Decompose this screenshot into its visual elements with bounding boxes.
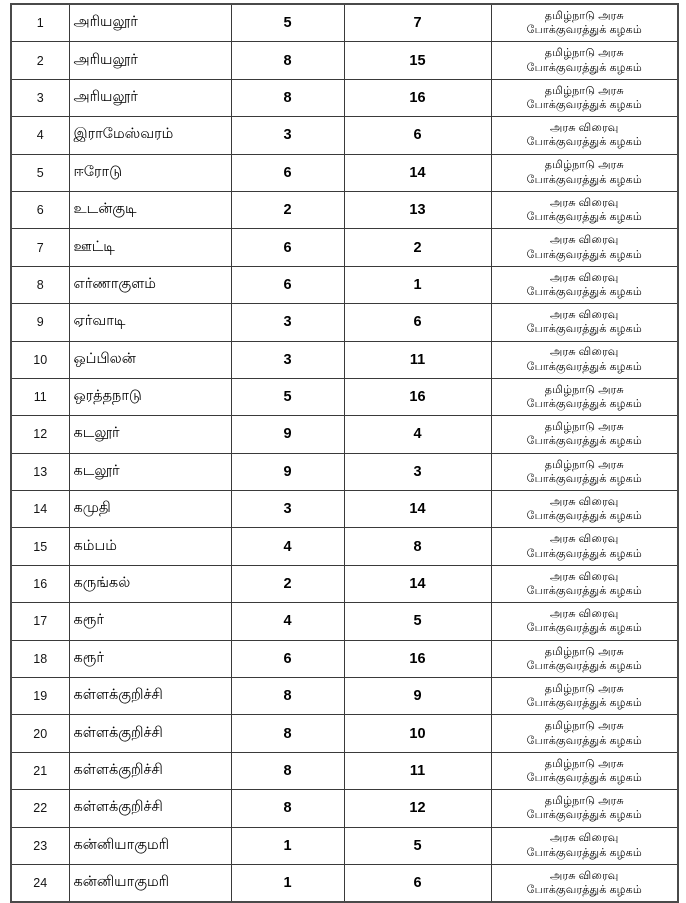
cell-place-name: உடன்குடி bbox=[69, 191, 231, 228]
cell-serial-number: 12 bbox=[11, 416, 69, 453]
cell-serial-number: 10 bbox=[11, 341, 69, 378]
cell-serial-number: 21 bbox=[11, 752, 69, 789]
cell-serial-number: 13 bbox=[11, 453, 69, 490]
table-row bbox=[11, 154, 678, 191]
cell-value-2: 6 bbox=[344, 117, 491, 154]
cell-transport-corporation bbox=[491, 827, 678, 864]
org-line-2: போக்குவரத்துக் கழகம் bbox=[526, 772, 642, 784]
cell-place-name: கள்ளக்குறிச்சி bbox=[69, 715, 231, 752]
cell-value-2: 8 bbox=[344, 528, 491, 565]
table-row bbox=[11, 528, 678, 565]
org-line-2: போக்குவரத்துக் கழகம் bbox=[526, 24, 642, 37]
org-line-2: போக்குவரத்துக் கழகம் bbox=[526, 510, 642, 523]
cell-serial-number: 18 bbox=[11, 640, 69, 677]
cell-serial-number: 15 bbox=[11, 528, 69, 565]
table-row bbox=[11, 565, 678, 602]
cell-value-2: 6 bbox=[344, 864, 491, 902]
table-row bbox=[11, 79, 678, 116]
cell-serial-number: 5 bbox=[11, 154, 69, 191]
table-row bbox=[11, 4, 678, 42]
org-line-1: அரசு விரைவு bbox=[550, 570, 619, 583]
org-line-1: தமிழ்நாடு அரசு bbox=[544, 720, 624, 733]
table-row bbox=[11, 266, 678, 303]
org-line-1: அரசு விரைவு bbox=[550, 271, 619, 284]
org-line-2: போக்குவரத்துக் கழகம் bbox=[526, 734, 642, 747]
org-line-1: அரசு விரைவு bbox=[550, 196, 619, 209]
cell-value-2: 5 bbox=[344, 603, 491, 640]
cell-value-1: 8 bbox=[231, 42, 344, 79]
cell-serial-number: 8 bbox=[11, 266, 69, 303]
org-line-2: போக்குவரத்துக் கழகம் bbox=[526, 285, 642, 298]
cell-serial-number: 20 bbox=[11, 715, 69, 752]
table-row bbox=[11, 678, 678, 715]
cell-place-name: கள்ளக்குறிச்சி bbox=[69, 678, 231, 715]
org-line-1: அரசு விரைவு bbox=[550, 608, 619, 621]
org-line-2: போக்குவரத்துக் கழகம் bbox=[526, 173, 642, 186]
cell-transport-corporation bbox=[491, 42, 678, 79]
cell-value-1: 3 bbox=[231, 304, 344, 341]
org-line-2: போக்குவரத்துக் கழகம் bbox=[526, 547, 642, 560]
cell-value-2: 14 bbox=[344, 154, 491, 191]
table-row bbox=[11, 864, 678, 902]
cell-value-2: 9 bbox=[344, 678, 491, 715]
org-line-1: அரசு விரைவு bbox=[550, 346, 619, 359]
org-line-2: போக்குவரத்துக் கழகம் bbox=[526, 98, 642, 111]
cell-value-1: 3 bbox=[231, 341, 344, 378]
cell-transport-corporation bbox=[491, 4, 678, 42]
cell-place-name: எர்ணாகுளம் bbox=[69, 266, 231, 303]
cell-serial-number: 2 bbox=[11, 42, 69, 79]
cell-transport-corporation bbox=[491, 229, 678, 266]
cell-value-1: 6 bbox=[231, 640, 344, 677]
org-line-2: போக்குவரத்துக் கழகம் bbox=[526, 360, 642, 373]
table-body bbox=[11, 4, 678, 902]
org-line-1: தமிழ்நாடு அரசு bbox=[544, 9, 624, 22]
cell-transport-corporation bbox=[491, 79, 678, 116]
cell-transport-corporation bbox=[491, 491, 678, 528]
cell-serial-number: 23 bbox=[11, 827, 69, 864]
cell-transport-corporation bbox=[491, 266, 678, 303]
org-line-1: தமிழ்நாடு அரசு bbox=[544, 458, 624, 471]
cell-transport-corporation bbox=[491, 154, 678, 191]
cell-transport-corporation bbox=[491, 565, 678, 602]
org-line-1: தமிழ்நாடு அரசு bbox=[544, 47, 624, 60]
cell-serial-number: 7 bbox=[11, 229, 69, 266]
cell-place-name: அரியலூர் bbox=[69, 42, 231, 79]
cell-place-name: ஒப்பிலன் bbox=[69, 341, 231, 378]
org-line-1: தமிழ்நாடு அரசு bbox=[544, 795, 624, 808]
cell-transport-corporation bbox=[491, 864, 678, 902]
table-row bbox=[11, 491, 678, 528]
cell-value-1: 9 bbox=[231, 453, 344, 490]
org-line-1: தமிழ்நாடு அரசு bbox=[544, 84, 624, 97]
table-row bbox=[11, 752, 678, 789]
cell-place-name: கன்னியாகுமரி bbox=[69, 827, 231, 864]
org-line-2: போக்குவரத்துக் கழகம் bbox=[526, 884, 642, 897]
org-line-2: போக்குவரத்துக் கழகம் bbox=[526, 323, 642, 336]
table-row bbox=[11, 603, 678, 640]
org-line-2: போக்குவரத்துக் கழகம் bbox=[526, 585, 642, 598]
cell-place-name: அரியலூர் bbox=[69, 4, 231, 42]
table-row bbox=[11, 341, 678, 378]
cell-transport-corporation bbox=[491, 453, 678, 490]
cell-transport-corporation bbox=[491, 191, 678, 228]
cell-serial-number: 16 bbox=[11, 565, 69, 602]
cell-place-name: கள்ளக்குறிச்சி bbox=[69, 752, 231, 789]
cell-value-2: 11 bbox=[344, 341, 491, 378]
org-line-1: தமிழ்நாடு அரசு bbox=[544, 421, 624, 434]
cell-transport-corporation bbox=[491, 640, 678, 677]
cell-value-1: 2 bbox=[231, 565, 344, 602]
cell-serial-number: 11 bbox=[11, 378, 69, 415]
org-line-1: தமிழ்நாடு அரசு bbox=[544, 757, 624, 770]
table-row bbox=[11, 378, 678, 415]
cell-transport-corporation bbox=[491, 752, 678, 789]
org-line-2: போக்குவரத்துக் கழகம் bbox=[526, 846, 642, 859]
cell-place-name: கமுதி bbox=[69, 491, 231, 528]
route-table bbox=[10, 3, 679, 903]
cell-value-2: 15 bbox=[344, 42, 491, 79]
org-line-2: போக்குவரத்துக் கழகம் bbox=[526, 622, 642, 635]
cell-value-1: 2 bbox=[231, 191, 344, 228]
org-line-1: அரசு விரைவு bbox=[550, 308, 619, 321]
org-line-1: அரசு விரைவு bbox=[550, 122, 619, 135]
cell-transport-corporation bbox=[491, 378, 678, 415]
org-line-1: அரசு விரைவு bbox=[550, 832, 619, 845]
table-row bbox=[11, 715, 678, 752]
cell-value-1: 8 bbox=[231, 79, 344, 116]
cell-value-2: 5 bbox=[344, 827, 491, 864]
org-line-2: போக்குவரத்துக் கழகம் bbox=[526, 435, 642, 448]
cell-transport-corporation bbox=[491, 678, 678, 715]
table-row bbox=[11, 640, 678, 677]
cell-value-1: 4 bbox=[231, 528, 344, 565]
cell-value-2: 1 bbox=[344, 266, 491, 303]
org-line-1: அரசு விரைவு bbox=[550, 533, 619, 546]
cell-place-name: கரூர் bbox=[69, 603, 231, 640]
cell-place-name: கன்னியாகுமரி bbox=[69, 864, 231, 902]
cell-place-name: கம்பம் bbox=[69, 528, 231, 565]
cell-value-1: 8 bbox=[231, 678, 344, 715]
cell-value-2: 14 bbox=[344, 491, 491, 528]
cell-value-2: 13 bbox=[344, 191, 491, 228]
cell-place-name: கரூர் bbox=[69, 640, 231, 677]
table-row bbox=[11, 827, 678, 864]
cell-place-name: ஒரத்தநாடு bbox=[69, 378, 231, 415]
cell-serial-number: 24 bbox=[11, 864, 69, 902]
cell-place-name: கருங்கல் bbox=[69, 565, 231, 602]
org-line-2: போக்குவரத்துக் கழகம் bbox=[526, 697, 642, 710]
table-row bbox=[11, 453, 678, 490]
org-line-2: போக்குவரத்துக் கழகம் bbox=[526, 248, 642, 261]
cell-value-1: 5 bbox=[231, 378, 344, 415]
cell-serial-number: 1 bbox=[11, 4, 69, 42]
cell-value-2: 12 bbox=[344, 790, 491, 827]
cell-transport-corporation bbox=[491, 416, 678, 453]
org-line-1: தமிழ்நாடு அரசு bbox=[544, 682, 624, 695]
cell-serial-number: 17 bbox=[11, 603, 69, 640]
table-row bbox=[11, 42, 678, 79]
cell-value-2: 6 bbox=[344, 304, 491, 341]
cell-transport-corporation bbox=[491, 528, 678, 565]
cell-transport-corporation bbox=[491, 117, 678, 154]
org-line-1: தமிழ்நாடு அரசு bbox=[544, 159, 624, 172]
cell-value-2: 14 bbox=[344, 565, 491, 602]
table-row bbox=[11, 191, 678, 228]
cell-serial-number: 22 bbox=[11, 790, 69, 827]
cell-serial-number: 14 bbox=[11, 491, 69, 528]
org-line-1: தமிழ்நாடு அரசு bbox=[544, 645, 624, 658]
cell-place-name: கடலூர் bbox=[69, 416, 231, 453]
cell-value-1: 6 bbox=[231, 266, 344, 303]
org-line-1: அரசு விரைவு bbox=[550, 869, 619, 882]
cell-value-2: 16 bbox=[344, 378, 491, 415]
cell-place-name: ஊட்டி bbox=[69, 229, 231, 266]
table-row bbox=[11, 304, 678, 341]
org-line-2: போக்குவரத்துக் கழகம் bbox=[526, 136, 642, 149]
cell-transport-corporation bbox=[491, 790, 678, 827]
table-row bbox=[11, 416, 678, 453]
cell-value-1: 8 bbox=[231, 715, 344, 752]
cell-serial-number: 6 bbox=[11, 191, 69, 228]
org-line-2: போக்குவரத்துக் கழகம் bbox=[526, 398, 642, 411]
org-line-2: போக்குவரத்துக் கழகம் bbox=[526, 211, 642, 224]
cell-value-1: 1 bbox=[231, 827, 344, 864]
table-row bbox=[11, 117, 678, 154]
org-line-1: அரசு விரைவு bbox=[550, 495, 619, 508]
cell-value-2: 10 bbox=[344, 715, 491, 752]
cell-place-name: ஈரோடு bbox=[69, 154, 231, 191]
cell-value-1: 8 bbox=[231, 790, 344, 827]
cell-place-name: இராமேஸ்வரம் bbox=[69, 117, 231, 154]
org-line-2: போக்குவரத்துக் கழகம் bbox=[526, 659, 642, 672]
cell-transport-corporation bbox=[491, 715, 678, 752]
cell-place-name: கடலூர் bbox=[69, 453, 231, 490]
org-line-2: போக்குவரத்துக் கழகம் bbox=[526, 472, 642, 485]
cell-serial-number: 19 bbox=[11, 678, 69, 715]
cell-value-1: 8 bbox=[231, 752, 344, 789]
cell-serial-number: 3 bbox=[11, 79, 69, 116]
cell-value-2: 2 bbox=[344, 229, 491, 266]
cell-transport-corporation bbox=[491, 603, 678, 640]
cell-transport-corporation bbox=[491, 341, 678, 378]
cell-value-2: 4 bbox=[344, 416, 491, 453]
cell-value-1: 4 bbox=[231, 603, 344, 640]
cell-value-1: 5 bbox=[231, 4, 344, 42]
table-row bbox=[11, 790, 678, 827]
cell-value-2: 3 bbox=[344, 453, 491, 490]
table-row bbox=[11, 229, 678, 266]
cell-transport-corporation bbox=[491, 304, 678, 341]
cell-value-2: 11 bbox=[344, 752, 491, 789]
cell-value-2: 16 bbox=[344, 79, 491, 116]
org-line-1: அரசு விரைவு bbox=[550, 234, 619, 247]
cell-value-1: 6 bbox=[231, 229, 344, 266]
cell-serial-number: 4 bbox=[11, 117, 69, 154]
cell-place-name: அரியலூர் bbox=[69, 79, 231, 116]
cell-value-1: 1 bbox=[231, 864, 344, 902]
cell-value-1: 3 bbox=[231, 491, 344, 528]
cell-place-name: கள்ளக்குறிச்சி bbox=[69, 790, 231, 827]
cell-serial-number: 9 bbox=[11, 304, 69, 341]
cell-value-1: 9 bbox=[231, 416, 344, 453]
cell-value-1: 3 bbox=[231, 117, 344, 154]
cell-value-2: 7 bbox=[344, 4, 491, 42]
org-line-1: தமிழ்நாடு அரசு bbox=[544, 383, 624, 396]
org-line-2: போக்குவரத்துக் கழகம் bbox=[526, 809, 642, 822]
org-line-2: போக்குவரத்துக் கழகம் bbox=[526, 61, 642, 74]
cell-value-2: 16 bbox=[344, 640, 491, 677]
cell-place-name: ஏர்வாடி bbox=[69, 304, 231, 341]
cell-value-1: 6 bbox=[231, 154, 344, 191]
